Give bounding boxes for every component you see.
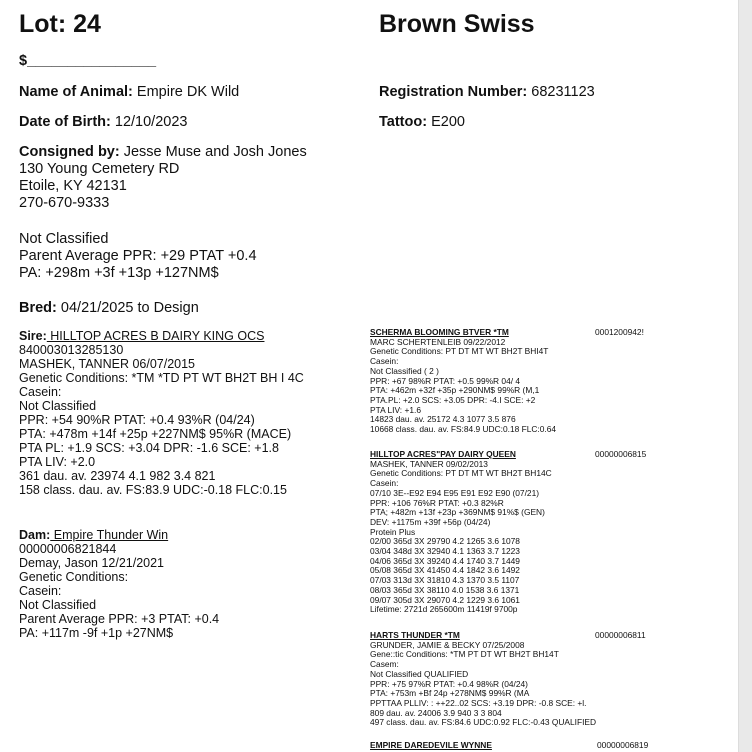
pedigree-entry-id: 00000006819 <box>597 740 649 750</box>
price-blank: ________________ <box>27 53 157 69</box>
price-prefix: $ <box>19 53 28 69</box>
bred-value: 04/21/2025 to Design <box>60 300 199 316</box>
pedigree-detail-line: 07/10 3E--E92 E94 E95 E91 E92 E90 (07/21) <box>370 487 540 498</box>
pedigree-detail-line: 09/07 305d 3X 29070 4.2 1229 3.6 1061 <box>370 594 520 605</box>
sire-detail-line: 158 class. dau. av. FS:83.9 UDC:-0.18 FLC:0.15 <box>19 483 287 497</box>
tattoo-row <box>379 114 465 131</box>
pedigree-entry-name: EMPIRE DAREDEVILE WYNNE <box>370 740 492 750</box>
dam-detail-line: PA: +117m -9f +1p +27NM$ <box>19 626 174 640</box>
pedigree-entry-name: HARTS THUNDER *TM <box>370 630 460 640</box>
consignor-name: Jesse Muse and Josh Jones <box>123 144 307 160</box>
pedigree-detail-line: 03/04 348d 3X 32940 4.1 1363 3.7 1223 <box>370 546 520 557</box>
animal-name-label: Name of Animal: <box>19 84 133 100</box>
animal-name-row <box>19 84 239 101</box>
pedigree-detail-line: Genetic Conditions: PT DT MT WT BH2T BH14C <box>370 468 552 479</box>
consignor-city-line: Etoile, KY 42131 <box>19 178 127 194</box>
pedigree-detail-line: Gene::tic Conditions: *TM PT DT WT BH2T BH14T <box>370 649 559 660</box>
consignor-address-line: 130 Young Cemetery RD <box>19 161 180 177</box>
pedigree-detail-line: PPR: +106 76%R PTAT: +0.3 82%R <box>370 497 504 508</box>
parent-average-ppr: Parent Average PPR: +29 PTAT +0.4 <box>19 248 257 264</box>
sire-block <box>19 329 304 497</box>
dam-detail-line: Demay, Jason 12/21/2021 <box>19 556 165 570</box>
pedigree-detail-line: PTA; +482m +13f +23p +369NM$ 91%$ (GEN) <box>370 507 545 518</box>
pedigree-detail-line: PPR: +75 97%R PTAT: +0.4 98%R (04/24) <box>370 678 528 689</box>
dam-detail-line: 00000006821844 <box>19 542 117 556</box>
pedigree-detail-line: Not Classified QUALIFIED <box>370 668 469 679</box>
lot-number: Lot: 24 <box>19 10 101 38</box>
parent-average-production: PA: +298m +3f +13p +127NM$ <box>19 265 219 281</box>
sire-detail-line: 840003013285130 <box>19 343 124 357</box>
sire-detail-line: PTA PL: +1.9 SCS: +3.04 DPR: -1.6 SCE: +1.8 <box>19 441 279 455</box>
pedigree-detail-line: Casein: <box>370 356 399 367</box>
classification-block <box>19 231 257 282</box>
classification-status: Not Classified <box>19 231 109 247</box>
dob-value: 12/10/2023 <box>114 114 188 130</box>
bred-label: Bred: <box>19 300 57 316</box>
dam-detail-line: Genetic Conditions: <box>19 570 129 584</box>
dam-block <box>19 528 219 640</box>
pedigree-entry-1 <box>370 328 556 435</box>
tattoo-value: E200 <box>431 114 465 130</box>
sire-label: Sire: <box>19 329 47 343</box>
price-line <box>19 53 156 70</box>
pedigree-detail-line: PPR: +67 98%R PTAT: +0.5 99%R 04/ 4 <box>370 375 521 386</box>
pedigree-detail-line: Casem: <box>370 659 399 670</box>
pedigree-detail-line: 14823 dau. av. 25172 4.3 1077 3.5 876 <box>370 414 516 425</box>
dam-label: Dam: <box>19 528 51 542</box>
pedigree-detail-line: 07/03 313d 3X 31810 4.3 1370 3.5 1107 <box>370 575 520 586</box>
sire-name: HILLTOP ACRES B DAIRY KING OCS <box>46 329 265 343</box>
animal-name: Empire DK Wild <box>136 84 240 100</box>
dam-detail-line: Parent Average PPR: +3 PTAT: +0.4 <box>19 612 220 626</box>
pedigree-detail-line: Protein Plus <box>370 526 416 537</box>
dam-detail-line: Casein: <box>19 584 62 598</box>
pedigree-detail-line: 809 dau. av. 24006 3.9 940 3 3 804 <box>370 707 502 718</box>
pedigree-entry-id: 00000006815 <box>595 449 647 459</box>
consignor-label: Consigned by: <box>19 144 120 160</box>
dob-label: Date of Birth: <box>19 114 111 130</box>
pedigree-entry-details <box>370 460 552 615</box>
pedigree-entry-3 <box>370 631 596 728</box>
consignor-block <box>19 144 307 212</box>
pedigree-detail-line: Genetic Conditions: PT DT MT WT BH2T BHI4T <box>370 346 549 357</box>
pedigree-detail-line: DEV: +1175m +39f +56p (04/24) <box>370 516 491 527</box>
pedigree-detail-line: PPTTAA PLLIV: : ++22..02 SCS: +3.19 DPR: -0.8 SCE: +l. <box>370 697 587 708</box>
breed-name: Brown Swiss <box>379 10 535 38</box>
sire-detail-line: PTA LIV: +2.0 <box>19 455 96 469</box>
pedigree-entry-4 <box>370 741 492 751</box>
dam-detail-line: Not Classified <box>19 598 97 612</box>
pedigree-detail-line: MARC SCHERTENLEIB 09/22/2012 <box>370 336 506 347</box>
pedigree-detail-line: 02/00 365d 3X 29790 4.2 1265 3.6 1078 <box>370 536 520 547</box>
pedigree-detail-line: PTA.PL: +2.0 SCS: +3.05 DPR: -4.I SCE: +2 <box>370 394 536 405</box>
pedigree-entry-2 <box>370 450 552 615</box>
sire-heading <box>19 329 304 343</box>
dam-name: Empire Thunder Win <box>50 528 169 542</box>
registration-number: 68231123 <box>531 84 595 100</box>
sire-details <box>19 343 304 497</box>
sire-detail-line: MASHEK, TANNER 06/07/2015 <box>19 357 196 371</box>
pedigree-detail-line: Lifetime: 2721d 265600m 11419f 9700p <box>370 604 518 615</box>
sire-detail-line: PPR: +54 90%R PTAT: +0.4 93%R (04/24) <box>19 413 255 427</box>
pedigree-entry-name: SCHERMA BLOOMING BTVER *TM <box>370 327 509 337</box>
pedigree-entry-details <box>370 641 596 728</box>
pedigree-detail-line: PTA: +462m +32f +35p +290NM$ 99%R (M,1 <box>370 385 540 396</box>
pedigree-detail-line: 05/08 365d 3X 41450 4.4 1842 3.6 1492 <box>370 565 520 576</box>
consignor-row <box>19 144 307 161</box>
dam-details <box>19 542 219 640</box>
pedigree-entry-details <box>370 338 556 435</box>
pedigree-detail-line: 10668 class. dau. av. FS:84.9 UDC:0.18 FLC:0.64 <box>370 424 557 435</box>
sire-detail-line: Genetic Conditions: *TM *TD PT WT BH2T BH I 4C <box>19 371 304 385</box>
pedigree-detail-line: Not Classified ( 2 ) <box>370 365 439 376</box>
tattoo-label: Tattoo: <box>379 114 428 130</box>
pedigree-entry-name: HILLTOP ACRES"PAY DAIRY QUEEN <box>370 449 516 459</box>
pedigree-entry-id: 00000006811 <box>595 630 646 640</box>
registration-row <box>379 84 595 101</box>
pedigree-detail-line: Casein: <box>370 478 399 489</box>
pedigree-detail-line: 04/06 365d 3X 39240 4.4 1740 3.7 1449 <box>370 555 520 566</box>
pedigree-detail-line: 497 class. dau. av. FS:84.6 UDC:0.92 FLC:-0.43 QUALIFIED <box>370 717 597 728</box>
pedigree-detail-line: PTA: +753m +Bf 24p +278NM$ 99%R (MA <box>370 688 530 699</box>
pedigree-detail-line: MASHEK, TANNER 09/02/2013 <box>370 458 488 469</box>
vertical-scrollbar[interactable] <box>738 0 752 752</box>
pedigree-detail-line: GRUNDER, JAMIE & BECKY 07/25/2008 <box>370 639 525 650</box>
sire-detail-line: 361 dau. av. 23974 4.1 982 3.4 821 <box>19 469 216 483</box>
sire-detail-line: PTA: +478m +14f +25p +227NM$ 95%R (MACE) <box>19 427 292 441</box>
registration-label: Registration Number: <box>379 84 528 100</box>
pedigree-detail-line: 08/03 365d 3X 38110 4.0 1538 3.6 1371 <box>370 584 520 595</box>
pedigree-detail-line: PTA LIV: +1.6 <box>370 404 421 415</box>
dob-row <box>19 114 187 131</box>
consignor-phone-line: 270-670-9333 <box>19 195 110 211</box>
pedigree-entry-id: 0001200942! <box>595 327 644 337</box>
sire-detail-line: Not Classified <box>19 399 97 413</box>
sire-detail-line: Casein: <box>19 385 62 399</box>
bred-row <box>19 300 199 317</box>
dam-heading <box>19 528 219 542</box>
